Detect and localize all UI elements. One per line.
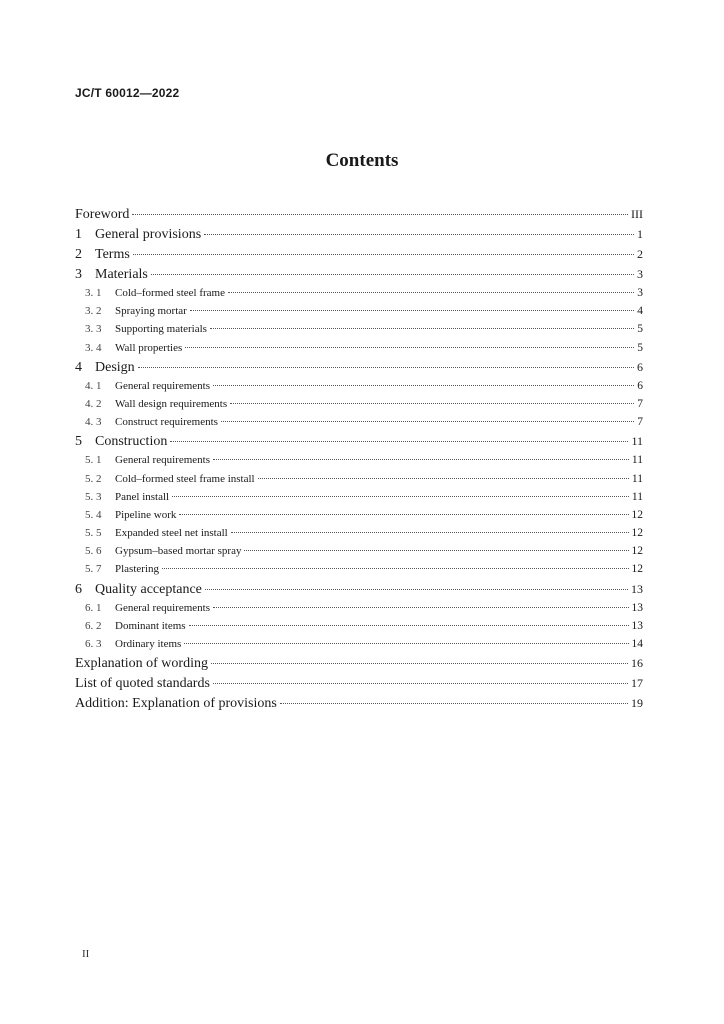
toc-entry-page: 11 bbox=[631, 472, 643, 485]
toc-entry-number: 3 bbox=[75, 267, 82, 282]
toc-entry-page: 12 bbox=[631, 563, 643, 576]
toc-entry-page: 12 bbox=[631, 508, 643, 521]
toc-entry-number: 5. 5 bbox=[85, 527, 102, 540]
toc-entry-number: 6. 2 bbox=[85, 619, 102, 632]
dot-leader bbox=[213, 385, 634, 386]
toc-entry[interactable] bbox=[75, 360, 643, 380]
dot-leader bbox=[213, 607, 629, 608]
toc-entry-page: 3 bbox=[637, 267, 643, 281]
dot-leader bbox=[132, 214, 628, 215]
toc-entry-label: Plastering bbox=[115, 563, 159, 576]
toc-entry-number: 6. 1 bbox=[85, 601, 102, 614]
toc-entry[interactable] bbox=[75, 227, 643, 247]
dot-leader bbox=[258, 478, 629, 479]
toc-entry[interactable] bbox=[75, 434, 643, 454]
toc-entry-number: 5. 4 bbox=[85, 508, 102, 521]
toc-entry-page: 1 bbox=[637, 227, 643, 241]
dot-leader bbox=[185, 347, 634, 348]
toc-entry[interactable] bbox=[75, 380, 643, 398]
toc-entry-label: Wall properties bbox=[115, 341, 183, 354]
toc-entry-number: 5. 7 bbox=[85, 563, 102, 576]
toc-entry-label: Supporting materials bbox=[115, 323, 207, 336]
toc-entry-number: 5. 1 bbox=[85, 454, 102, 467]
toc-entry[interactable] bbox=[75, 473, 643, 491]
toc-entry-number: 6 bbox=[75, 581, 82, 597]
toc-entry-label: Explanation of wording bbox=[75, 656, 208, 672]
toc-entry[interactable] bbox=[75, 696, 643, 716]
toc-entry-label: General requirements bbox=[115, 379, 210, 392]
toc-entry-label: Design bbox=[95, 359, 135, 375]
toc-entry-page: III bbox=[631, 207, 643, 221]
toc-entry[interactable] bbox=[75, 676, 643, 696]
dot-leader bbox=[205, 589, 628, 590]
toc-entry-number: 2 bbox=[75, 247, 82, 262]
dot-leader bbox=[221, 421, 634, 422]
toc-entry-number: 5 bbox=[75, 434, 82, 450]
toc-entry-label: Pipeline work bbox=[115, 508, 177, 521]
toc-entry[interactable] bbox=[75, 207, 643, 227]
toc-entry-page: 7 bbox=[637, 397, 643, 410]
toc-entry-label: Ordinary items bbox=[115, 638, 182, 650]
toc-entry[interactable] bbox=[75, 563, 643, 581]
toc-entry-number: 5. 3 bbox=[85, 490, 102, 503]
toc-entry-page: 4 bbox=[637, 305, 643, 318]
toc-entry[interactable] bbox=[75, 638, 643, 656]
dot-leader bbox=[228, 292, 634, 293]
toc-entry-page: 3 bbox=[637, 287, 643, 299]
dot-leader bbox=[138, 367, 634, 368]
dot-leader bbox=[230, 403, 634, 404]
toc-entry[interactable] bbox=[75, 305, 643, 323]
toc-entry[interactable] bbox=[75, 247, 643, 267]
standard-code: JC/T 60012—2022 bbox=[75, 86, 180, 100]
toc-entry-page: 12 bbox=[631, 545, 643, 558]
toc-entry-page: 16 bbox=[631, 656, 643, 671]
toc-entry-page: 13 bbox=[631, 581, 643, 596]
toc-entry-number: 3. 2 bbox=[85, 305, 102, 318]
toc-entry-label: Expanded steel net install bbox=[115, 527, 228, 540]
dot-leader bbox=[172, 496, 629, 497]
toc-entry-label: General provisions bbox=[95, 227, 202, 242]
toc-entry[interactable] bbox=[75, 620, 643, 638]
toc-entry[interactable] bbox=[75, 509, 643, 527]
dot-leader bbox=[179, 514, 628, 515]
toc-entry-page: 11 bbox=[631, 434, 643, 449]
toc-entry-label: Materials bbox=[95, 267, 148, 282]
toc-entry[interactable] bbox=[75, 656, 643, 676]
toc-entry-label: Cold–formed steel frame bbox=[115, 287, 225, 299]
toc-entry-label: Quality acceptance bbox=[95, 581, 202, 597]
toc-entry-page: 6 bbox=[637, 379, 643, 392]
toc-entry-page: 5 bbox=[637, 341, 643, 354]
toc-entry-number: 5. 2 bbox=[85, 472, 102, 485]
toc-entry-page: 7 bbox=[637, 416, 643, 429]
dot-leader bbox=[280, 703, 628, 704]
toc-entry-page: 2 bbox=[637, 247, 643, 261]
dot-leader bbox=[213, 459, 629, 460]
dot-leader bbox=[189, 625, 629, 626]
toc-entry-label: Panel install bbox=[115, 490, 170, 503]
toc-entry[interactable] bbox=[75, 287, 643, 305]
toc-entry-number: 3. 1 bbox=[85, 287, 102, 299]
toc-entry-page: 12 bbox=[631, 527, 643, 540]
toc-entry[interactable] bbox=[75, 527, 643, 545]
toc-entry-label: List of quoted standards bbox=[75, 676, 210, 692]
toc-entry-page: 17 bbox=[631, 676, 643, 691]
toc-entry-number: 4. 3 bbox=[85, 416, 102, 429]
toc-entry[interactable] bbox=[75, 267, 643, 287]
toc-entry-number: 4. 1 bbox=[85, 379, 102, 392]
toc-entry-page: 13 bbox=[631, 601, 643, 614]
table-of-contents bbox=[75, 207, 643, 716]
toc-entry-number: 5. 6 bbox=[85, 545, 102, 558]
dot-leader bbox=[210, 328, 634, 329]
dot-leader bbox=[211, 663, 628, 664]
page-title: Contents bbox=[325, 150, 399, 171]
toc-entry-number: 4 bbox=[75, 359, 82, 375]
page-number: II bbox=[82, 948, 90, 960]
toc-entry-label: Terms bbox=[95, 247, 130, 262]
toc-entry-page: 11 bbox=[631, 490, 643, 503]
toc-entry[interactable] bbox=[75, 491, 643, 509]
toc-entry-number: 1 bbox=[75, 227, 82, 242]
toc-entry-label: Addition: Explanation of provisions bbox=[75, 696, 277, 712]
toc-entry[interactable] bbox=[75, 342, 643, 360]
toc-entry-page: 14 bbox=[631, 638, 643, 650]
toc-entry-page: 19 bbox=[631, 696, 643, 711]
toc-entry-label: Wall design requirements bbox=[115, 397, 228, 410]
toc-entry-page: 13 bbox=[631, 619, 643, 632]
toc-entry-number: 3. 4 bbox=[85, 341, 102, 354]
dot-leader bbox=[170, 441, 628, 442]
toc-entry[interactable] bbox=[75, 323, 643, 341]
toc-entry[interactable] bbox=[75, 545, 643, 563]
toc-entry-label: Dominant items bbox=[115, 619, 186, 632]
toc-entry[interactable] bbox=[75, 602, 643, 620]
toc-entry-label: Foreword bbox=[75, 207, 130, 222]
dot-leader bbox=[231, 532, 629, 533]
toc-entry-number: 3. 3 bbox=[85, 323, 102, 336]
dot-leader bbox=[213, 683, 628, 684]
toc-entry[interactable] bbox=[75, 582, 643, 602]
toc-entry-page: 6 bbox=[637, 359, 643, 374]
toc-entry[interactable] bbox=[75, 416, 643, 434]
toc-entry[interactable] bbox=[75, 398, 643, 416]
toc-entry-label: Construct requirements bbox=[115, 416, 218, 429]
toc-entry[interactable] bbox=[75, 454, 643, 472]
toc-entry-page: 5 bbox=[637, 323, 643, 336]
dot-leader bbox=[151, 274, 634, 275]
dot-leader bbox=[162, 568, 629, 569]
toc-entry-label: Spraying mortar bbox=[115, 305, 187, 318]
toc-entry-number: 6. 3 bbox=[85, 638, 102, 650]
dot-leader bbox=[204, 234, 634, 235]
dot-leader bbox=[133, 254, 634, 255]
toc-entry-label: General requirements bbox=[115, 601, 210, 614]
toc-entry-label: Gypsum–based mortar spray bbox=[115, 545, 242, 558]
dot-leader bbox=[184, 643, 628, 644]
toc-entry-label: General requirements bbox=[115, 454, 210, 467]
dot-leader bbox=[244, 550, 628, 551]
toc-entry-label: Construction bbox=[95, 434, 168, 450]
toc-entry-page: 11 bbox=[631, 454, 643, 467]
toc-entry-label: Cold–formed steel frame install bbox=[115, 472, 255, 485]
toc-entry-number: 4. 2 bbox=[85, 397, 102, 410]
dot-leader bbox=[190, 310, 634, 311]
